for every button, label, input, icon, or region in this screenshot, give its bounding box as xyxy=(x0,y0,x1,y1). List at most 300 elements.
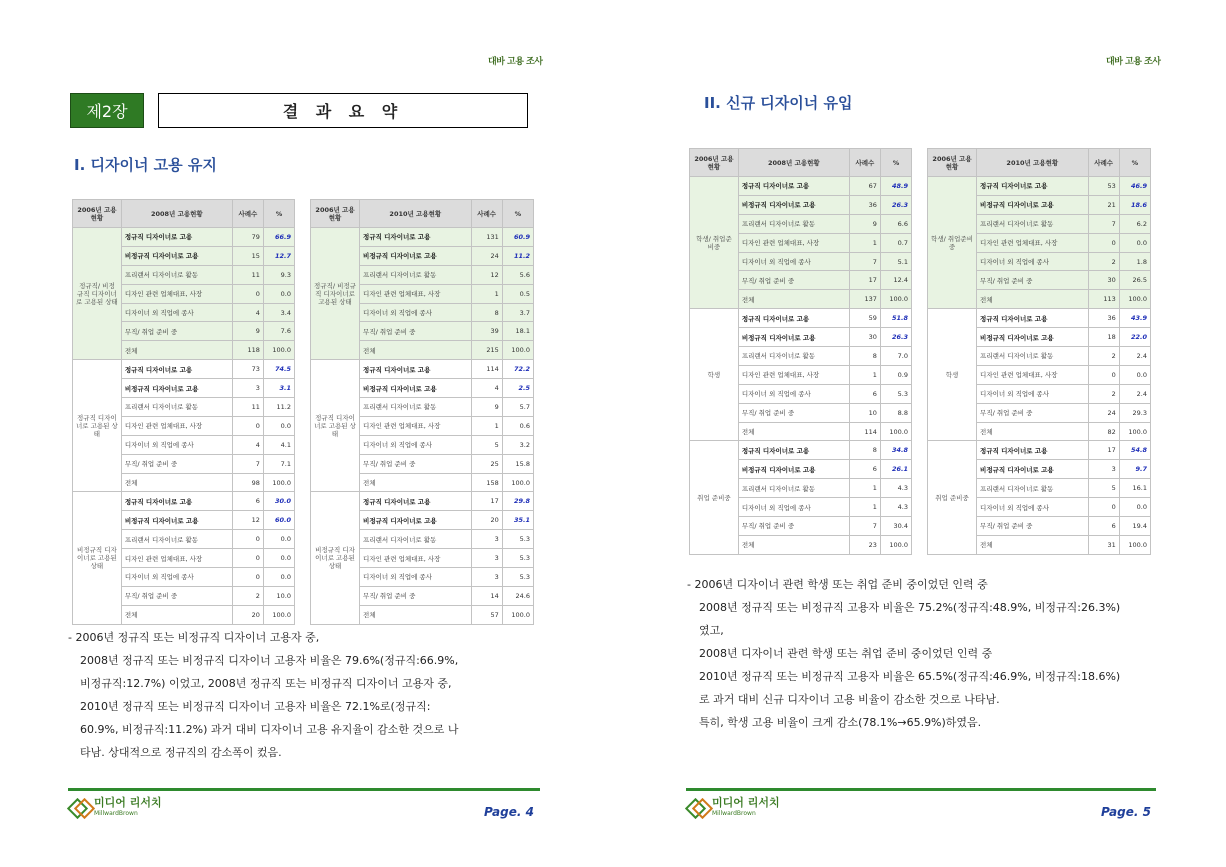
row-label: 디자인 관련 업체대표, 사장 xyxy=(121,284,232,303)
row-count: 67 xyxy=(849,177,880,196)
row-count: 6 xyxy=(849,384,880,403)
row-percent: 6.6 xyxy=(880,214,911,233)
column-header: 2006년 고용현황 xyxy=(928,149,977,177)
row-percent: 66.9 xyxy=(263,228,294,247)
row-count: 1 xyxy=(471,284,502,303)
column-header: % xyxy=(1119,149,1150,177)
row-label: 비정규직 디자이너로 고용 xyxy=(738,195,849,214)
row-percent: 11.2 xyxy=(502,246,533,265)
group-label: 비정규직 디자이너로 고용된 상태 xyxy=(73,492,122,624)
group-label: 취업 준비중 xyxy=(928,441,977,554)
header-label: 대바 고용 조사 xyxy=(1106,57,1161,67)
column-header: 2006년 고용현황 xyxy=(311,200,360,228)
row-percent: 4.1 xyxy=(263,435,294,454)
row-count: 6 xyxy=(849,460,880,479)
summary-line: 2008년 정규직 또는 비정규직 디자이너 고용자 비율은 79.6%(정규직:66.9%, xyxy=(80,654,459,667)
column-header: 2010년 고용현황 xyxy=(360,200,472,228)
row-label: 정규직 디자이너로 고용 xyxy=(738,177,849,196)
row-label: 무직/ 취업 준비 중 xyxy=(360,454,472,473)
row-count: 0 xyxy=(232,416,263,435)
logo xyxy=(688,797,780,817)
row-label: 무직/ 취업 준비 중 xyxy=(738,517,849,536)
row-count: 1 xyxy=(849,365,880,384)
row-count: 14 xyxy=(471,586,502,605)
row-count: 4 xyxy=(232,435,263,454)
row-count: 20 xyxy=(471,511,502,530)
row-count: 17 xyxy=(1088,441,1119,460)
row-label: 정규직 디자이너로 고용 xyxy=(977,309,1089,328)
column-header: % xyxy=(502,200,533,228)
row-count: 10 xyxy=(849,403,880,422)
row-label: 무직/ 취업 준비 중 xyxy=(977,517,1089,536)
row-percent: 9.7 xyxy=(1119,460,1150,479)
row-percent: 0.9 xyxy=(880,365,911,384)
row-percent: 5.3 xyxy=(502,568,533,587)
row-percent: 100.0 xyxy=(263,605,294,624)
row-count: 25 xyxy=(471,454,502,473)
row-count: 17 xyxy=(849,271,880,290)
row-count: 11 xyxy=(232,398,263,417)
row-percent: 9.3 xyxy=(263,265,294,284)
row-label: 정규직 디자이너로 고용 xyxy=(977,177,1089,196)
row-count: 20 xyxy=(232,605,263,624)
row-percent: 7.6 xyxy=(263,322,294,341)
table-row xyxy=(690,309,912,328)
row-label: 디자인 관련 업체대표, 사장 xyxy=(360,549,472,568)
group-label: 정규직 디자이너로 고용된 상태 xyxy=(311,360,360,492)
section-title: II. 신규 디자이너 유입 xyxy=(704,94,853,112)
page-right xyxy=(613,0,1226,867)
row-label: 디자이너 외 직업에 종사 xyxy=(977,252,1089,271)
logo-icon xyxy=(70,799,90,815)
row-percent: 30.4 xyxy=(880,517,911,536)
group-label: 학생 xyxy=(928,309,977,441)
summary-line: 비정규직:12.7%) 이었고, 2008년 정규직 또는 비정규직 디자이너 고용자 중, xyxy=(80,677,452,690)
row-label: 프리랜서 디자이너로 활동 xyxy=(121,265,232,284)
row-count: 0 xyxy=(1088,233,1119,252)
row-count: 0 xyxy=(1088,498,1119,517)
chapter-badge: 제2장 xyxy=(70,93,144,128)
row-count: 118 xyxy=(232,341,263,360)
row-label: 비정규직 디자이너로 고용 xyxy=(977,460,1089,479)
row-label: 정규직 디자이너로 고용 xyxy=(360,360,472,379)
summary-text xyxy=(687,573,1167,734)
row-label: 정규직 디자이너로 고용 xyxy=(121,492,232,511)
column-header: % xyxy=(880,149,911,177)
logo-name: 미디어 리서치 xyxy=(712,796,780,809)
row-percent: 22.0 xyxy=(1119,328,1150,347)
row-count: 3 xyxy=(471,549,502,568)
row-count: 3 xyxy=(471,568,502,587)
row-label: 디자이너 외 직업에 종사 xyxy=(738,498,849,517)
row-percent: 34.8 xyxy=(880,441,911,460)
row-label: 정규직 디자이너로 고용 xyxy=(121,228,232,247)
row-percent: 18.1 xyxy=(502,322,533,341)
row-label: 전체 xyxy=(977,422,1089,441)
row-label: 비정규직 디자이너로 고용 xyxy=(738,328,849,347)
row-label: 전체 xyxy=(360,605,472,624)
row-label: 정규직 디자이너로 고용 xyxy=(121,360,232,379)
row-percent: 54.8 xyxy=(1119,441,1150,460)
group-label: 학생/ 취업준비중 xyxy=(690,177,739,309)
row-percent: 0.0 xyxy=(1119,233,1150,252)
row-label: 디자인 관련 업체대표, 사장 xyxy=(121,549,232,568)
logo-icon xyxy=(688,799,708,815)
row-percent: 0.6 xyxy=(502,416,533,435)
row-percent: 15.8 xyxy=(502,454,533,473)
row-percent: 26.3 xyxy=(880,328,911,347)
column-header: 2010년 고용현황 xyxy=(977,149,1089,177)
group-label: 정규직/ 비정규직 디자이너로 고용된 상태 xyxy=(311,228,360,360)
row-percent: 7.0 xyxy=(880,347,911,366)
table-row xyxy=(928,441,1151,460)
column-header: % xyxy=(263,200,294,228)
row-percent: 100.0 xyxy=(502,341,533,360)
row-count: 4 xyxy=(471,379,502,398)
group-label: 취업 준비중 xyxy=(690,441,739,554)
logo-sub: MillwardBrown xyxy=(94,810,138,817)
row-label: 무직/ 취업 준비 중 xyxy=(977,271,1089,290)
row-count: 12 xyxy=(471,265,502,284)
row-percent: 100.0 xyxy=(1119,290,1150,309)
row-label: 디자인 관련 업체대표, 사장 xyxy=(360,284,472,303)
row-percent: 0.0 xyxy=(263,530,294,549)
row-percent: 51.8 xyxy=(880,309,911,328)
row-label: 프리랜서 디자이너로 활동 xyxy=(738,479,849,498)
row-count: 2 xyxy=(232,586,263,605)
row-count: 0 xyxy=(232,530,263,549)
row-percent: 5.7 xyxy=(502,398,533,417)
row-percent: 60.9 xyxy=(502,228,533,247)
row-percent: 3.7 xyxy=(502,303,533,322)
row-label: 프리랜서 디자이너로 활동 xyxy=(977,479,1089,498)
row-count: 36 xyxy=(849,195,880,214)
group-label: 학생/ 취업준비중 xyxy=(928,177,977,309)
row-label: 디자인 관련 업체대표, 사장 xyxy=(738,233,849,252)
row-count: 39 xyxy=(471,322,502,341)
row-count: 215 xyxy=(471,341,502,360)
row-percent: 35.1 xyxy=(502,511,533,530)
table-row xyxy=(311,228,534,247)
row-percent: 12.4 xyxy=(880,271,911,290)
row-count: 57 xyxy=(471,605,502,624)
row-label: 전체 xyxy=(121,605,232,624)
row-percent: 2.4 xyxy=(1119,347,1150,366)
column-header: 사례수 xyxy=(1088,149,1119,177)
row-percent: 0.0 xyxy=(263,549,294,568)
column-header: 사례수 xyxy=(232,200,263,228)
logo xyxy=(70,797,162,817)
row-percent: 100.0 xyxy=(502,605,533,624)
row-label: 프리랜서 디자이너로 활동 xyxy=(977,347,1089,366)
row-label: 전체 xyxy=(977,290,1089,309)
row-percent: 11.2 xyxy=(263,398,294,417)
row-label: 무직/ 취업 준비 중 xyxy=(121,586,232,605)
row-count: 82 xyxy=(1088,422,1119,441)
summary-text xyxy=(68,626,548,764)
row-percent: 5.3 xyxy=(502,549,533,568)
row-label: 프리랜서 디자이너로 활동 xyxy=(738,214,849,233)
row-count: 2 xyxy=(1088,252,1119,271)
row-label: 전체 xyxy=(360,473,472,492)
row-percent: 100.0 xyxy=(1119,422,1150,441)
row-percent: 100.0 xyxy=(880,422,911,441)
table-2006-2008 xyxy=(689,148,912,555)
row-count: 18 xyxy=(1088,328,1119,347)
row-count: 1 xyxy=(849,233,880,252)
row-count: 158 xyxy=(471,473,502,492)
row-label: 무직/ 취업 준비 중 xyxy=(121,322,232,341)
row-count: 9 xyxy=(471,398,502,417)
row-count: 24 xyxy=(471,246,502,265)
row-label: 프리랜서 디자이너로 활동 xyxy=(977,214,1089,233)
row-count: 0 xyxy=(232,568,263,587)
row-percent: 26.5 xyxy=(1119,271,1150,290)
table-header xyxy=(928,149,1151,177)
table-row xyxy=(928,309,1151,328)
row-count: 114 xyxy=(849,422,880,441)
row-percent: 3.2 xyxy=(502,435,533,454)
summary-line: 2010년 정규직 또는 비정규직 고용자 비율은 65.5%(정규직:46.9%, 비정규직:18.6%) xyxy=(699,670,1121,683)
row-label: 디자이너 외 직업에 종사 xyxy=(360,303,472,322)
row-percent: 26.1 xyxy=(880,460,911,479)
row-count: 5 xyxy=(471,435,502,454)
row-label: 전체 xyxy=(738,535,849,554)
row-label: 정규직 디자이너로 고용 xyxy=(977,441,1089,460)
row-count: 11 xyxy=(232,265,263,284)
row-count: 8 xyxy=(849,441,880,460)
row-percent: 18.6 xyxy=(1119,195,1150,214)
row-percent: 3.1 xyxy=(263,379,294,398)
row-label: 프리랜서 디자이너로 활동 xyxy=(738,347,849,366)
row-count: 0 xyxy=(232,284,263,303)
row-count: 8 xyxy=(849,347,880,366)
chapter-title: 결 과 요 약 xyxy=(158,93,528,128)
row-percent: 19.4 xyxy=(1119,517,1150,536)
column-header: 2008년 고용현황 xyxy=(121,200,232,228)
row-percent: 0.0 xyxy=(1119,365,1150,384)
row-percent: 5.3 xyxy=(502,530,533,549)
row-count: 30 xyxy=(849,328,880,347)
row-label: 프리랜서 디자이너로 활동 xyxy=(360,530,472,549)
row-count: 4 xyxy=(232,303,263,322)
row-label: 비정규직 디자이너로 고용 xyxy=(121,246,232,265)
row-label: 무직/ 취업 준비 중 xyxy=(738,271,849,290)
column-header: 2008년 고용현황 xyxy=(738,149,849,177)
row-count: 6 xyxy=(232,492,263,511)
row-label: 전체 xyxy=(360,341,472,360)
row-percent: 72.2 xyxy=(502,360,533,379)
row-label: 비정규직 디자이너로 고용 xyxy=(121,511,232,530)
row-label: 디자이너 외 직업에 종사 xyxy=(121,435,232,454)
group-label: 학생 xyxy=(690,309,739,441)
row-count: 1 xyxy=(849,498,880,517)
row-count: 7 xyxy=(232,454,263,473)
row-count: 24 xyxy=(1088,403,1119,422)
summary-line: 2010년 정규직 또는 비정규직 디자이너 고용자 비율은 72.1%로(정규직: xyxy=(80,700,431,713)
row-percent: 100.0 xyxy=(263,473,294,492)
row-label: 디자이너 외 직업에 종사 xyxy=(738,252,849,271)
footer-line xyxy=(686,788,1156,791)
row-percent: 5.6 xyxy=(502,265,533,284)
row-percent: 100.0 xyxy=(263,341,294,360)
row-percent: 43.9 xyxy=(1119,309,1150,328)
row-label: 무직/ 취업 준비 중 xyxy=(360,586,472,605)
header-label: 대바 고용 조사 xyxy=(488,57,543,67)
row-count: 1 xyxy=(471,416,502,435)
row-percent: 100.0 xyxy=(1119,535,1150,554)
row-count: 17 xyxy=(471,492,502,511)
column-header: 사례수 xyxy=(849,149,880,177)
row-label: 디자인 관련 업체대표, 사장 xyxy=(977,233,1089,252)
row-label: 비정규직 디자이너로 고용 xyxy=(360,246,472,265)
row-count: 2 xyxy=(1088,347,1119,366)
row-label: 무직/ 취업 준비 중 xyxy=(738,403,849,422)
table-row xyxy=(73,492,295,511)
row-percent: 74.5 xyxy=(263,360,294,379)
row-label: 정규직 디자이너로 고용 xyxy=(738,441,849,460)
row-count: 12 xyxy=(232,511,263,530)
page-number: Page. 4 xyxy=(484,805,534,819)
row-label: 디자이너 외 직업에 종사 xyxy=(121,568,232,587)
row-count: 3 xyxy=(232,379,263,398)
footer-line xyxy=(68,788,540,791)
row-label: 디자인 관련 업체대표, 사장 xyxy=(121,416,232,435)
row-count: 15 xyxy=(232,246,263,265)
row-count: 30 xyxy=(1088,271,1119,290)
table-header xyxy=(690,149,912,177)
row-label: 디자이너 외 직업에 종사 xyxy=(977,384,1089,403)
row-label: 프리랜서 디자이너로 활동 xyxy=(360,398,472,417)
group-label: 정규직 디자이너로 고용된 상태 xyxy=(73,360,122,492)
row-percent: 4.3 xyxy=(880,498,911,517)
row-label: 디자이너 외 직업에 종사 xyxy=(738,384,849,403)
row-percent: 6.2 xyxy=(1119,214,1150,233)
row-label: 정규직 디자이너로 고용 xyxy=(738,309,849,328)
row-percent: 4.3 xyxy=(880,479,911,498)
row-count: 73 xyxy=(232,360,263,379)
table-2006-2010 xyxy=(310,199,534,625)
row-label: 디자이너 외 직업에 종사 xyxy=(977,498,1089,517)
logo-name: 미디어 리서치 xyxy=(94,796,162,809)
table-2006-2010 xyxy=(927,148,1151,555)
row-count: 9 xyxy=(232,322,263,341)
summary-line: 특히, 학생 고용 비율이 크게 감소(78.1%→65.9%)하였음. xyxy=(699,716,982,729)
row-count: 36 xyxy=(1088,309,1119,328)
row-label: 디자이너 외 직업에 종사 xyxy=(121,303,232,322)
row-count: 137 xyxy=(849,290,880,309)
table-row xyxy=(311,360,534,379)
row-count: 9 xyxy=(849,214,880,233)
table-row xyxy=(690,441,912,460)
row-label: 디자인 관련 업체대표, 사장 xyxy=(360,416,472,435)
row-label: 디자이너 외 직업에 종사 xyxy=(360,435,472,454)
summary-line: 60.9%, 비정규직:11.2%) 과거 대비 디자이너 고용 유지율이 감소한 것으로 나 xyxy=(80,723,459,736)
row-count: 7 xyxy=(849,252,880,271)
row-label: 전체 xyxy=(738,422,849,441)
row-label: 비정규직 디자이너로 고용 xyxy=(977,195,1089,214)
row-percent: 1.8 xyxy=(1119,252,1150,271)
column-header: 사례수 xyxy=(471,200,502,228)
row-count: 98 xyxy=(232,473,263,492)
row-count: 31 xyxy=(1088,535,1119,554)
row-percent: 8.8 xyxy=(880,403,911,422)
row-count: 79 xyxy=(232,228,263,247)
row-count: 0 xyxy=(232,549,263,568)
row-percent: 24.6 xyxy=(502,586,533,605)
row-label: 디자이너 외 직업에 종사 xyxy=(360,568,472,587)
logo-sub: MillwardBrown xyxy=(712,810,756,817)
row-label: 전체 xyxy=(738,290,849,309)
row-label: 프리랜서 디자이너로 활동 xyxy=(360,265,472,284)
row-count: 131 xyxy=(471,228,502,247)
table-row xyxy=(73,360,295,379)
summary-line: - 2006년 디자이너 관련 학생 또는 취업 준비 중이었던 인력 중 xyxy=(687,578,988,591)
row-percent: 10.0 xyxy=(263,586,294,605)
summary-line: 타남. 상대적으로 정규직의 감소폭이 컸음. xyxy=(80,746,282,759)
column-header: 2006년 고용현황 xyxy=(690,149,739,177)
row-count: 0 xyxy=(1088,365,1119,384)
row-count: 114 xyxy=(471,360,502,379)
row-count: 8 xyxy=(471,303,502,322)
row-percent: 60.0 xyxy=(263,511,294,530)
row-count: 21 xyxy=(1088,195,1119,214)
row-count: 113 xyxy=(1088,290,1119,309)
summary-line: - 2006년 정규직 또는 비정규직 디자이너 고용자 중, xyxy=(68,631,320,644)
table-header xyxy=(311,200,534,228)
row-percent: 100.0 xyxy=(880,535,911,554)
page-number: Page. 5 xyxy=(1101,805,1151,819)
row-count: 7 xyxy=(1088,214,1119,233)
row-percent: 5.1 xyxy=(880,252,911,271)
row-label: 무직/ 취업 준비 중 xyxy=(360,322,472,341)
row-count: 1 xyxy=(849,479,880,498)
row-percent: 0.0 xyxy=(263,284,294,303)
row-percent: 46.9 xyxy=(1119,177,1150,196)
table-2006-2008 xyxy=(72,199,295,625)
row-percent: 3.4 xyxy=(263,303,294,322)
table-header xyxy=(73,200,295,228)
row-label: 프리랜서 디자이너로 활동 xyxy=(121,398,232,417)
row-count: 3 xyxy=(471,530,502,549)
row-percent: 0.7 xyxy=(880,233,911,252)
row-label: 무직/ 취업 준비 중 xyxy=(121,454,232,473)
row-count: 53 xyxy=(1088,177,1119,196)
section-title: I. 디자이너 고용 유지 xyxy=(74,156,217,174)
row-count: 6 xyxy=(1088,517,1119,536)
row-percent: 0.0 xyxy=(1119,498,1150,517)
row-percent: 2.5 xyxy=(502,379,533,398)
row-percent: 0.5 xyxy=(502,284,533,303)
row-count: 2 xyxy=(1088,384,1119,403)
table-row xyxy=(311,492,534,511)
row-label: 비정규직 디자이너로 고용 xyxy=(121,379,232,398)
row-label: 전체 xyxy=(977,535,1089,554)
row-count: 59 xyxy=(849,309,880,328)
column-header: 2006년 고용현황 xyxy=(73,200,122,228)
row-percent: 100.0 xyxy=(880,290,911,309)
row-percent: 26.3 xyxy=(880,195,911,214)
summary-line: 였고, xyxy=(699,624,724,637)
summary-line: 2008년 정규직 또는 비정규직 고용자 비율은 75.2%(정규직:48.9%, 비정규직:26.3%) xyxy=(699,601,1121,614)
row-percent: 48.9 xyxy=(880,177,911,196)
row-percent: 29.3 xyxy=(1119,403,1150,422)
summary-line: 로 과거 대비 신규 디자이너 고용 비율이 감소한 것으로 나타남. xyxy=(699,693,1000,706)
row-percent: 0.0 xyxy=(263,568,294,587)
row-label: 정규직 디자이너로 고용 xyxy=(360,492,472,511)
table-row xyxy=(928,177,1151,196)
group-label: 정규직/ 비정규직 디자이너로 고용된 상태 xyxy=(73,228,122,360)
